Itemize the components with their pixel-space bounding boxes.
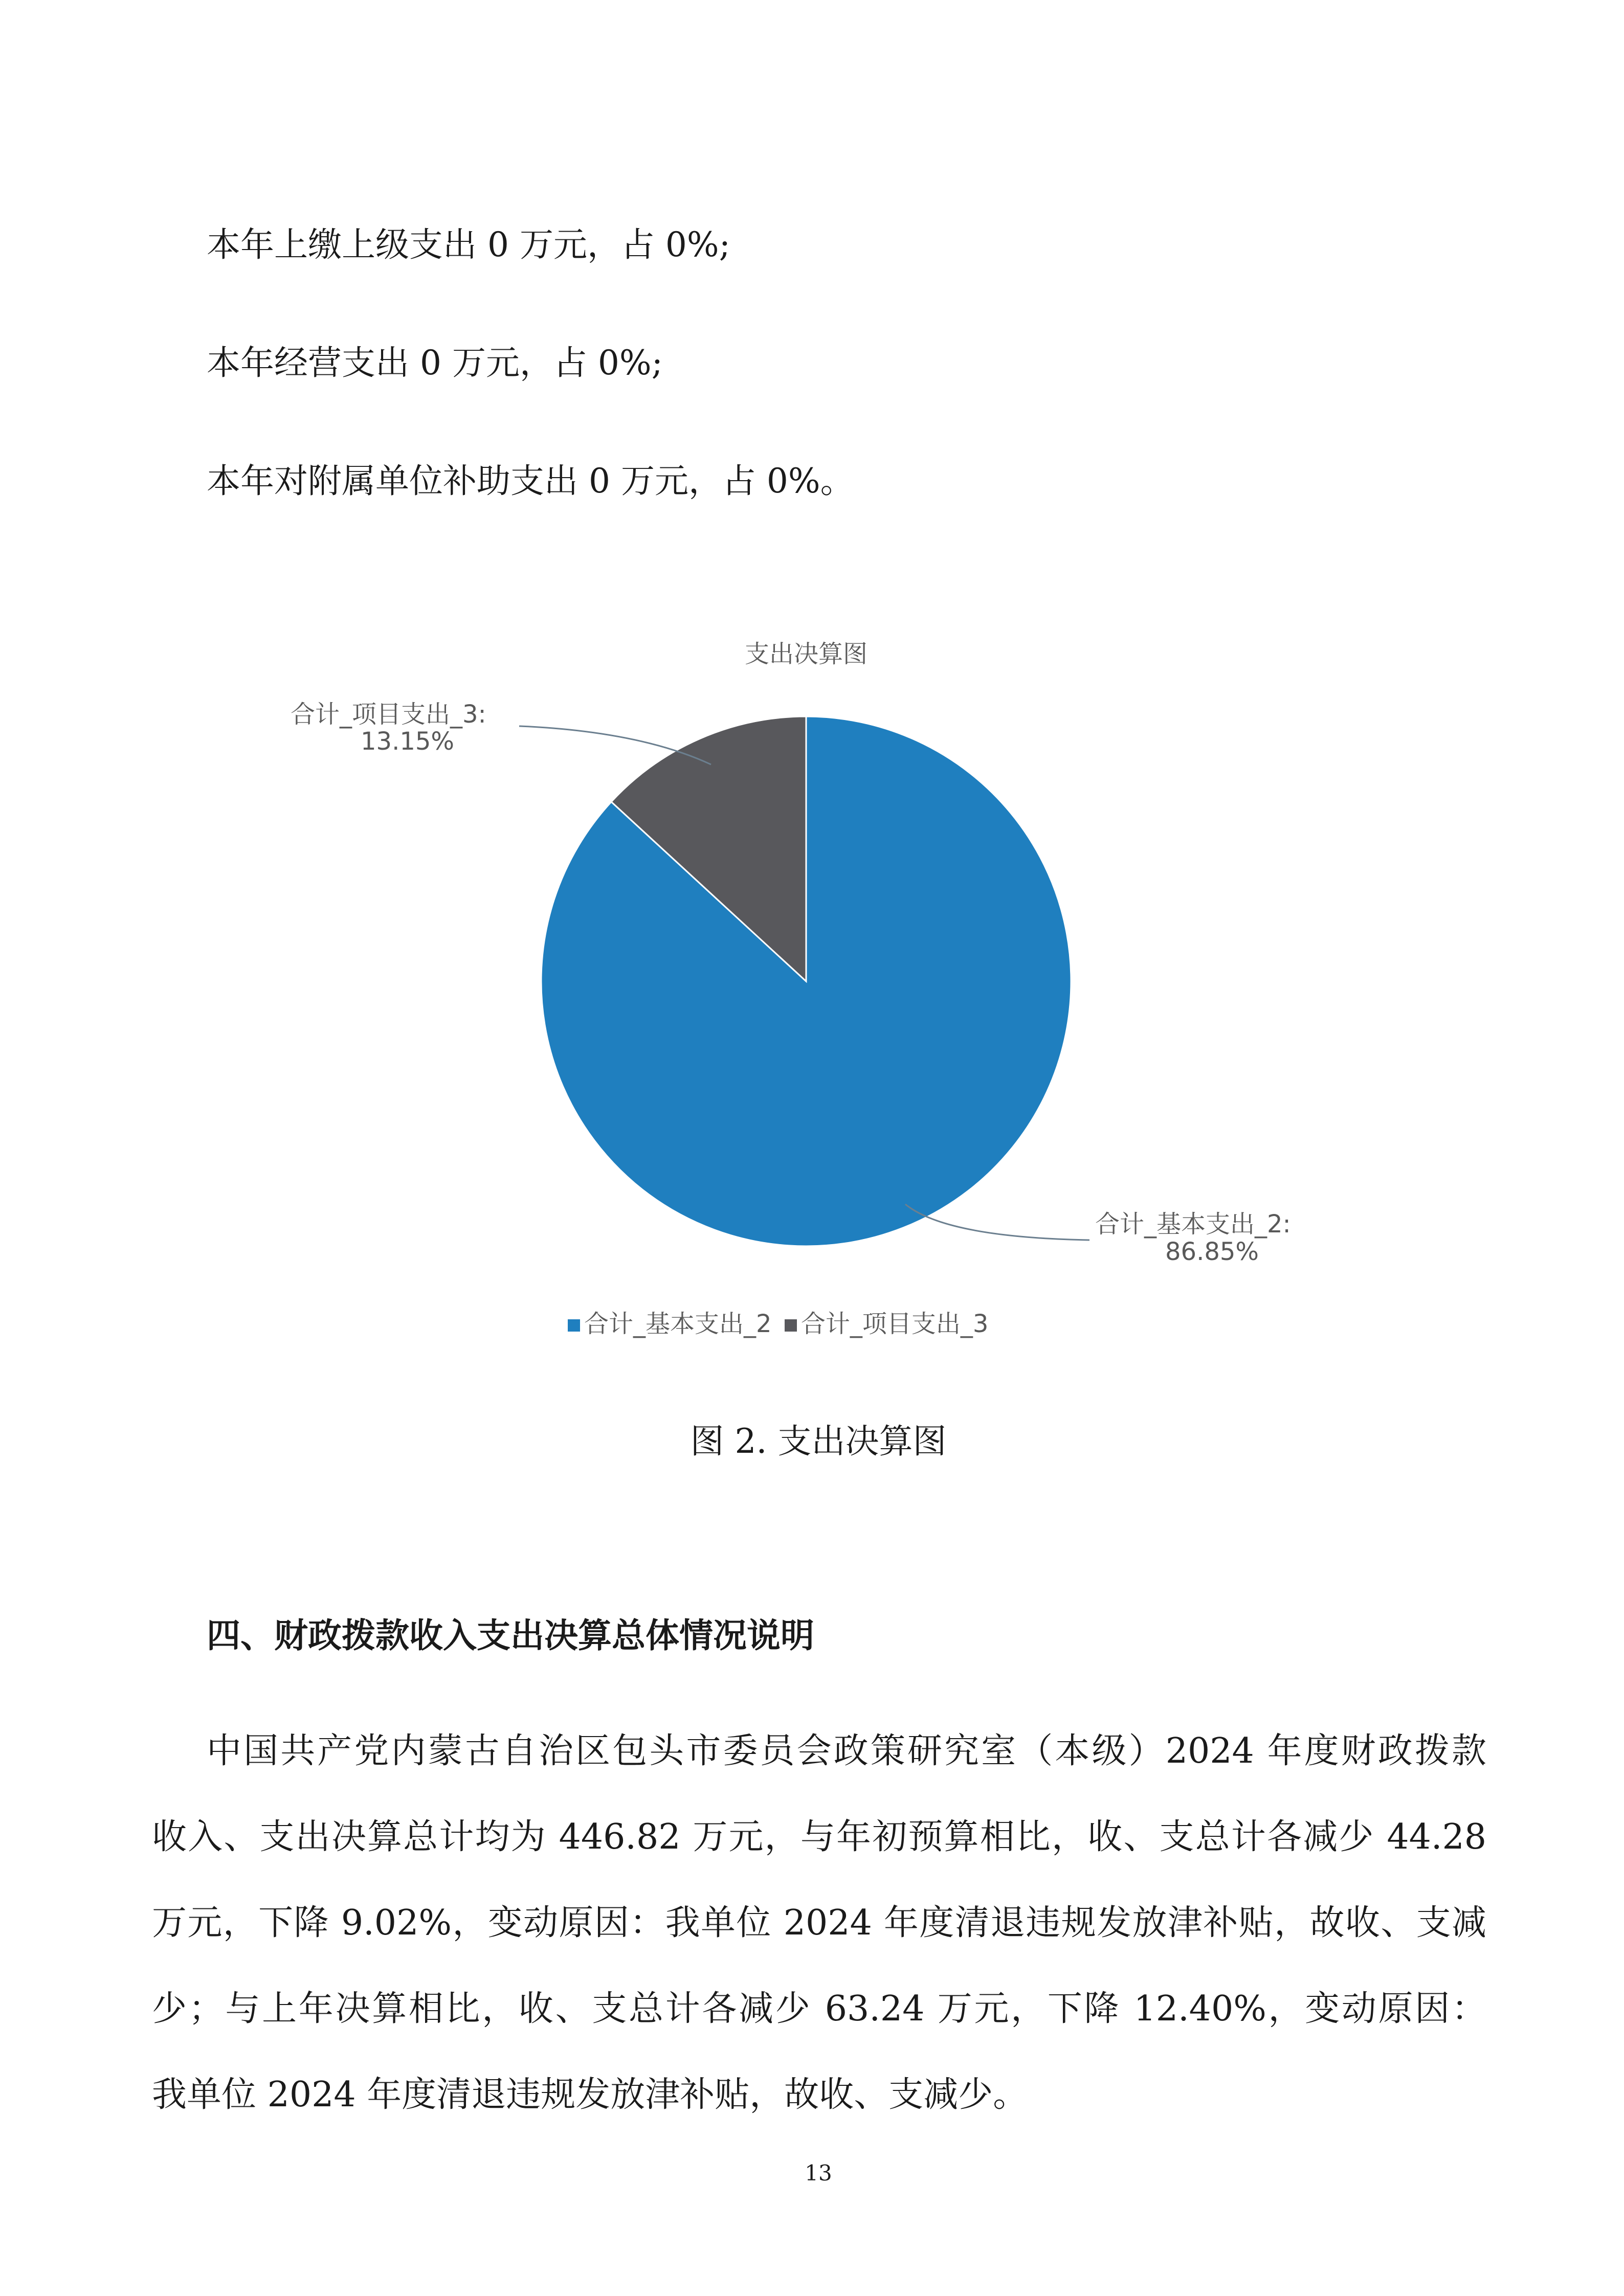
intro-line: 本年经营支出 0 万元，占 0%; bbox=[207, 343, 663, 382]
paragraph-line: 少；与上年决算相比，收、支总计各减少 63.24 万元，下降 12.40%，变动原因： bbox=[152, 1989, 1486, 2029]
data-label-project: 合计_项目支出_3: bbox=[291, 700, 486, 729]
paragraph-line: 收入、支出决算总计均为 446.82 万元，与年初预算相比，收、支总计各减少 44.28 bbox=[152, 1817, 1486, 1857]
legend-label: 合计_项目支出_3 bbox=[800, 1310, 989, 1338]
legend-item-basic bbox=[568, 1310, 772, 1338]
chart-title: 支出决算图 bbox=[744, 640, 867, 668]
figure-caption: 图 2. 支出决算图 bbox=[690, 1422, 947, 1461]
legend-item-project bbox=[780, 1310, 989, 1338]
legend-label: 合计_基本支出_2 bbox=[584, 1310, 772, 1338]
data-label-basic-pct: 86.85% bbox=[1165, 1237, 1259, 1266]
intro-line: 本年对附属单位补助支出 0 万元，占 0%。 bbox=[207, 461, 854, 501]
legend-swatch bbox=[568, 1319, 580, 1332]
legend bbox=[568, 1304, 988, 1339]
page-number: 13 bbox=[805, 2160, 832, 2186]
paragraph-line: 万元，下降 9.02%，变动原因：我单位 2024 年度清退违规发放津补贴，故收、支减 bbox=[152, 1903, 1486, 1943]
paragraph-line: 中国共产党内蒙古自治区包头市委员会政策研究室（本级）2024 年度财政拨款 bbox=[207, 1731, 1486, 1771]
data-label-project-pct: 13.15% bbox=[361, 727, 455, 756]
data-label-basic: 合计_基本支出_2: bbox=[1095, 1210, 1291, 1239]
legend-swatch bbox=[785, 1319, 797, 1332]
intro-line: 本年上缴上级支出 0 万元，占 0%; bbox=[207, 225, 730, 264]
section-heading: 四、财政拨款收入支出决算总体情况说明 bbox=[207, 1616, 814, 1655]
paragraph-line: 我单位 2024 年度清退违规发放津补贴，故收、支减少。 bbox=[152, 2075, 1028, 2115]
